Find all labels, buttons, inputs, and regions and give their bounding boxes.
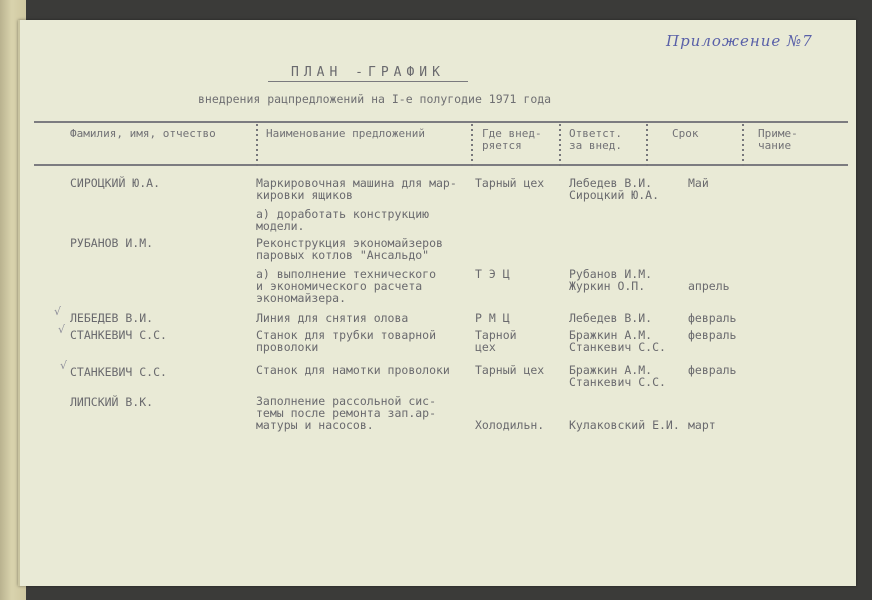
cell-name: ЛЕБЕДЕВ В.И. xyxy=(70,311,154,325)
cell-proposal: а) доработать конструкцию модели. xyxy=(256,207,430,233)
cell-term: март xyxy=(688,418,716,432)
cell-where: Т Э Ц xyxy=(475,267,510,281)
header-note: Приме- чание xyxy=(758,127,798,152)
cell-name: ЛИПСКИЙ В.К. xyxy=(70,395,154,409)
cell-term: Май xyxy=(688,176,709,190)
cell-name: СТАНКЕВИЧ С.С. xyxy=(70,328,167,342)
document-subtitle: внедрения рацпредложений на I-е полугодие 1971 года xyxy=(198,92,552,106)
cell-resp: Лебедев В.И. xyxy=(569,311,653,325)
cell-proposal: Маркировочная машина для мар- кировки ящиков xyxy=(256,176,457,202)
cell-term: апрель xyxy=(688,279,730,293)
cell-resp: Бражкин А.М. Станкевич С.С. xyxy=(569,328,666,354)
table-top-rule xyxy=(34,121,848,123)
cell-resp: Рубанов И.М. Журкин О.П. xyxy=(569,267,653,293)
cell-proposal: Реконструкция экономайзеров паровых котлов "Ансальдо" xyxy=(256,236,443,262)
header-where: Где внед- ряется xyxy=(482,127,542,152)
cell-where: Тарной цех xyxy=(475,328,517,354)
column-separator xyxy=(471,124,473,166)
column-separator xyxy=(256,124,258,166)
column-separator xyxy=(742,124,744,166)
cell-where: Р М Ц xyxy=(475,311,510,325)
header-resp: Ответст. за внед. xyxy=(569,127,622,152)
cell-resp: Лебедев В.И. Сироцкий Ю.А. xyxy=(569,176,660,202)
handwritten-annotation: Приложение №7 xyxy=(666,32,813,50)
cell-resp: Кулаковский Е.И. xyxy=(569,418,680,432)
cell-where: Тарный цех xyxy=(475,363,545,377)
cell-name: РУБАНОВ И.М. xyxy=(70,236,154,250)
header-proposal: Наименование предложений xyxy=(266,127,425,140)
cell-term: февраль xyxy=(688,328,737,342)
check-mark: √ xyxy=(58,323,66,336)
document-page xyxy=(18,20,856,586)
column-separator xyxy=(646,124,648,166)
cell-proposal: Станок для трубки товарной проволоки xyxy=(256,328,437,354)
table-header-rule xyxy=(34,164,848,166)
document-title: ПЛАН -ГРАФИК xyxy=(268,65,468,82)
header-name: Фамилия, имя, отчество xyxy=(70,127,216,140)
cell-proposal: Линия для снятия олова xyxy=(256,311,409,325)
cell-term: февраль xyxy=(688,311,737,325)
check-mark: √ xyxy=(54,305,62,318)
column-separator xyxy=(559,124,561,166)
cell-proposal: а) выполнение технического и экономического расчета экономайзера. xyxy=(256,267,437,305)
cell-where: Холодильн. xyxy=(475,418,545,432)
cell-name: СИРОЦКИЙ Ю.А. xyxy=(70,176,161,190)
header-term: Срок xyxy=(672,127,699,140)
cell-name: СТАНКЕВИЧ С.С. xyxy=(70,365,167,379)
check-mark: √ xyxy=(60,359,68,372)
cell-where: Тарный цех xyxy=(475,176,545,190)
cell-proposal: Заполнение рассольной сис- темы после ремонта зап.ар- матуры и насосов. xyxy=(256,394,437,432)
cell-proposal: Станок для намотки проволоки xyxy=(256,363,450,377)
cell-resp: Бражкин А.М. Станкевич С.С. xyxy=(569,363,666,389)
cell-term: февраль xyxy=(688,363,737,377)
